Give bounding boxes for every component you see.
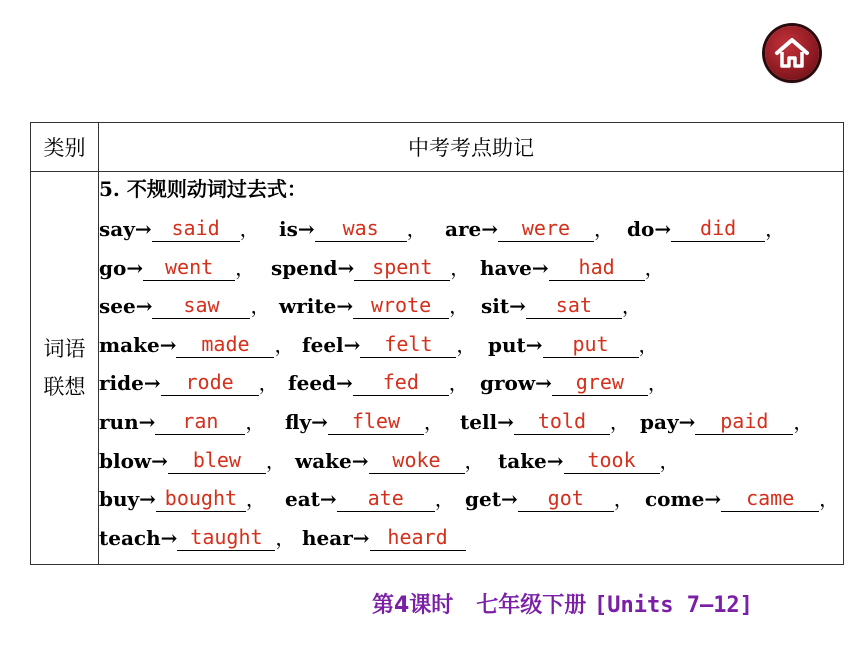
base-verb: see→ [99,294,153,319]
past-tense-answer: fed [382,370,419,395]
base-verb: come→ [645,487,722,512]
verb-item [640,403,813,441]
past-tense-answer: ate [367,486,404,511]
answer-blank [354,254,450,281]
base-verb: say→ [99,217,152,241]
answer-blank [177,524,275,551]
separator: ， [456,332,477,357]
separator: ， [449,294,470,319]
verb-item [285,480,455,518]
verb-item [480,249,665,287]
verb-item [99,326,294,364]
base-verb: feel→ [302,332,361,357]
past-tense-answer: put [572,331,609,356]
base-verb: teach→ [99,525,178,550]
base-verb: pay→ [640,409,696,434]
answer-blank [514,408,610,435]
answer-blank [143,254,235,281]
answer-blank [328,408,424,435]
separator: ， [434,487,455,512]
separator: ， [245,487,266,512]
base-verb: run→ [99,409,156,434]
answer-blank [543,331,639,358]
table-header-row [31,123,844,172]
past-tense-answer: sat [555,293,592,318]
answer-blank [152,215,240,242]
past-tense-answer: spent [372,254,433,279]
separator: ， [250,294,271,319]
past-tense-answer: paid [720,408,769,433]
content-cell [99,172,844,565]
verb-item [465,480,634,518]
header-category: 类别 [31,123,99,172]
verb-item [99,403,265,441]
separator: ， [258,371,279,396]
verb-row [99,364,843,403]
verb-row [99,403,843,442]
past-tense-answer: flew [351,408,400,433]
separator: ， [765,217,786,241]
past-tense-answer: grew [575,370,624,395]
table-body-row [31,172,844,565]
base-verb: do→ [627,217,672,241]
answer-blank [360,331,456,358]
base-verb: ride→ [99,371,161,396]
separator: ， [647,371,668,396]
verb-row [99,480,843,519]
verb-item [99,480,266,518]
answer-blank [176,331,274,358]
footer-caption [372,588,753,619]
past-tense-answer: taught [190,524,263,549]
answer-blank [526,292,622,319]
verb-item [460,403,630,441]
past-tense-answer: woke [392,447,441,472]
base-verb: are→ [445,217,498,241]
separator: ， [621,294,642,319]
verb-item [302,326,476,364]
verb-item [279,287,469,325]
answer-blank [315,215,407,242]
base-verb: wake→ [295,448,369,473]
verb-item [481,287,642,325]
base-verb: hear→ [302,525,370,550]
base-verb: blow→ [99,448,168,473]
verb-item [480,364,668,402]
base-verb: spend→ [271,255,355,280]
answer-blank [152,292,250,319]
answer-blank [161,369,259,396]
past-tense-answer: made [201,331,250,356]
answer-blank [564,447,660,474]
verb-item [271,249,470,287]
past-tense-answer: were [521,216,571,240]
answer-blank [721,485,819,512]
base-verb: have→ [480,255,549,280]
answer-blank [168,447,266,474]
verb-item [99,249,255,287]
separator: ， [644,255,665,280]
footer-lesson: 第4课时 [372,593,454,618]
footer-book: 七年级下册 [476,593,587,618]
separator: ， [274,332,295,357]
verb-item [645,480,839,518]
separator: ， [450,255,471,280]
answer-blank [155,408,245,435]
base-verb: write→ [279,294,354,319]
verb-row [99,287,843,326]
past-tense-answer: took [587,447,636,472]
past-tense-answer: felt [384,331,433,356]
verb-item [99,519,295,557]
past-tense-answer: blew [192,447,241,472]
base-verb: tell→ [460,409,514,434]
separator: ， [406,217,427,241]
past-tense-answer: bought [164,486,238,511]
separator: ， [609,409,630,434]
past-tense-answer: came [746,486,795,511]
separator: ， [613,487,634,512]
verb-item [295,442,485,480]
past-tense-answer: went [165,254,214,279]
base-verb: eat→ [285,487,337,512]
verb-item [285,403,444,441]
verb-table [30,122,844,565]
base-verb: make→ [99,332,177,357]
category-cell [31,172,99,565]
answer-blank [695,408,793,435]
base-verb: fly→ [285,409,328,434]
separator: ， [265,448,286,473]
base-verb: go→ [99,255,144,280]
past-tense-answer: ran [182,408,219,433]
verb-item [99,364,279,402]
verb-item [99,210,260,248]
base-verb: feed→ [288,371,353,396]
verb-item [99,287,270,325]
past-tense-answer: got [547,486,584,511]
verb-item [488,326,659,364]
answer-blank [156,485,246,512]
verb-item [445,210,614,248]
separator: ， [423,409,444,434]
base-verb: buy→ [99,487,156,512]
category-line: 联想 [43,375,86,399]
base-verb: get→ [465,487,518,512]
header-main: 中考考点助记 [99,123,844,172]
answer-blank [498,215,594,242]
separator: ， [235,255,256,280]
past-tense-answer: wrote [370,293,432,318]
separator: ， [464,448,485,473]
footer-units: [Units 7—12] [593,593,753,618]
base-verb: grow→ [480,371,552,396]
verb-item [498,442,680,480]
verb-row [99,326,843,365]
answer-blank [353,369,449,396]
past-tense-answer: rode [185,370,234,395]
verb-item [302,519,466,557]
answer-blank [369,447,465,474]
section-title: 5. 不规则动词过去式： [99,177,307,201]
answer-blank [518,485,614,512]
answer-blank [353,292,449,319]
verb-item [627,210,785,248]
answer-blank [370,524,466,551]
separator: ， [819,487,840,512]
verb-item [279,210,427,248]
base-verb: take→ [498,448,564,473]
verb-rows [99,210,843,557]
verb-row [99,210,843,249]
base-verb: put→ [488,332,543,357]
separator: ， [638,332,659,357]
past-tense-answer: was [342,216,379,240]
home-button[interactable] [765,26,819,80]
verb-item [288,364,469,402]
answer-blank [552,369,648,396]
verb-item [99,442,286,480]
separator: ， [245,409,266,434]
verb-row [99,249,843,288]
home-icon [774,35,810,71]
category-line: 词语 [43,337,86,361]
separator: ， [239,217,260,241]
separator: ， [275,525,296,550]
past-tense-answer: heard [387,524,448,549]
verb-row [99,519,843,558]
answer-blank [671,215,765,242]
separator: ， [593,217,614,241]
past-tense-answer: told [537,408,586,433]
answer-blank [337,485,435,512]
verb-row [99,442,843,481]
separator: ， [448,371,469,396]
separator: ， [659,448,680,473]
past-tense-answer: said [171,216,220,240]
past-tense-answer: did [700,216,737,240]
separator: ， [793,409,814,434]
past-tense-answer: saw [183,293,220,318]
base-verb: sit→ [481,294,526,319]
base-verb: is→ [279,217,315,241]
answer-blank [549,254,645,281]
past-tense-answer: had [578,254,615,279]
